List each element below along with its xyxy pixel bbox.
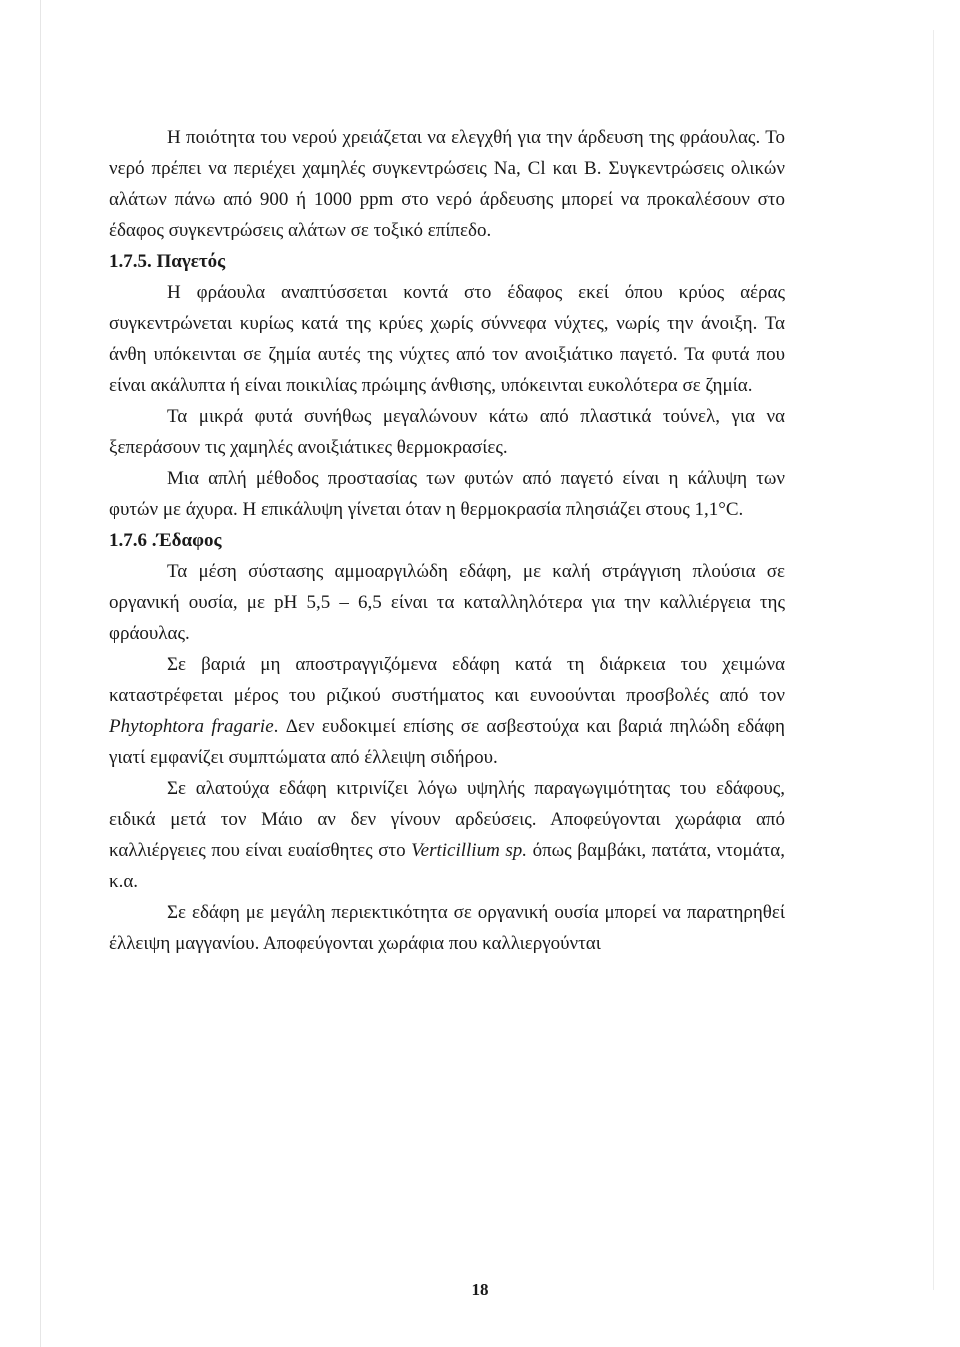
scan-edge-left <box>40 0 41 1347</box>
soil-p2-text-a: Σε βαριά μη αποστραγγιζόμενα εδάφη κατά τη διάρκεια του χειμώνα καταστρέφεται μέρος του ριζικού συστήματος και ευνοούνται προσβολές από τον <box>109 654 785 706</box>
frost-paragraph-3: Μια απλή μέθοδος προστασίας των φυτών από παγετό είναι η κάλυψη των φυτών με άχυρα. Η επικάλυψη γίνεται όταν η θερμοκρασία πλησιάζει στους 1,1°C. <box>109 468 785 520</box>
soil-paragraph-4: Σε εδάφη με μεγάλη περιεκτικότητα σε οργανική ουσία μπορεί να παρατηρηθεί έλλειψη μαγγανίου. Αποφεύγονται χωράφια που καλλιεργούνται <box>109 902 785 954</box>
soil-paragraph-2 <box>109 649 785 773</box>
section-heading-soil: 1.7.6 .Έδαφος <box>109 530 222 551</box>
document-page <box>109 122 785 959</box>
scan-edge-right <box>933 30 934 1290</box>
pathogen-name-phytophtora: Phytophtora fragarie <box>109 716 274 737</box>
frost-paragraph-1: Η φράουλα αναπτύσσεται κοντά στο έδαφος εκεί όπου κρύος αέρας συγκεντρώνεται κυρίως κατά της κρύες χωρίς σύννεφα νύχτες, νωρίς την άνοιξη. Τα άνθη υπόκεινται σε ζημία αυτές της νύχτες από τον ανοιξιάτικο παγετό. Τα φυτά που είναι ακάλυπτα ή είναι ποικιλίας πρώιμης άνθισης, υπόκεινται ευκολότερα σε ζημία. <box>109 282 785 396</box>
soil-paragraph-1: Τα μέση σύστασης αμμοαργιλώδη εδάφη, με καλή στράγγιση πλούσια σε οργανική ουσία, με pH 5,5 – 6,5 είναι τα καταλληλότερα για την καλλιέργεια της φράουλας. <box>109 561 785 644</box>
soil-p2-text-b: . Δεν ευδοκιμεί επίσης σε ασβεστούχα και βαριά πηλώδη εδάφη γιατί εμφανίζει συμπτώματα από έλλειψη σιδήρου. <box>109 716 785 768</box>
pathogen-name-verticillium: Verticillium sp. <box>411 840 528 861</box>
soil-p3-text-b: όπως βαμβάκι, πατάτα, ντομάτα, κ.α. <box>109 840 785 892</box>
page-number: 18 <box>471 1280 489 1299</box>
frost-paragraph-2: Τα μικρά φυτά συνήθως μεγαλώνουν κάτω από πλαστικά τούνελ, για να ξεπεράσουν τις χαμηλές ανοιξιάτικες θερμοκρασίες. <box>109 406 785 458</box>
soil-p3-text-a: Σε αλατούχα εδάφη κιτρινίζει λόγω υψηλής παραγωγιμότητας του εδάφους, ειδικά μετά τον Μάιο αν δεν γίνουν αρδεύσεις. Αποφεύγονται χωράφια από καλλιέργειες που είναι ευαίσθητες στο <box>109 778 785 861</box>
section-heading-frost: 1.7.5. Παγετός <box>109 251 226 272</box>
intro-paragraph: Η ποιότητα του νερού χρειάζεται να ελεγχθή για την άρδευση της φράουλας. Το νερό πρέπει να περιέχει χαμηλές συγκεντρώσεις Na, Cl και B. Συγκεντρώσεις ολικών αλάτων πάνω από 900 ή 1000 ppm στο νερό άρδευσης μπορεί να προκαλέσουν στο έδαφος συγκεντρώσεις αλάτων σε τοξικό επίπεδο. <box>109 127 785 241</box>
soil-paragraph-3 <box>109 773 785 897</box>
